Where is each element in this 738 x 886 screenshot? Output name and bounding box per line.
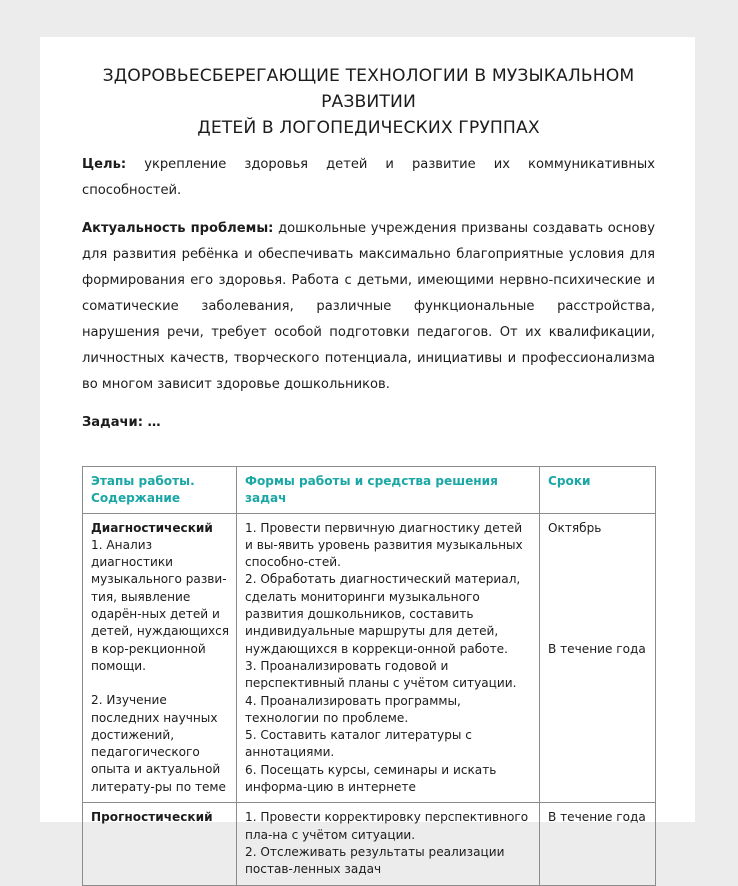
header-forms: Формы работы и средства решения задач [237,467,540,514]
table-row [83,513,656,803]
tasks-label: Задачи: … [82,415,161,430]
stage-content-2: 2. Изучение последних научных достижений, педагогического опыта и актуальной литерату-ры по теме [91,693,226,794]
document-title [82,63,655,141]
term-cell [540,513,656,803]
term-cell [540,803,656,885]
table-row [83,803,656,885]
title-line-1: ЗДОРОВЬЕСБЕРЕГАЮЩИЕ ТЕХНОЛОГИИ В МУЗЫКАЛЬНОМ РАЗВИТИИ [102,66,635,112]
stage-name: Прогностический [91,810,213,825]
stage-name: Диагностический [91,520,213,535]
header-terms: Сроки [540,467,656,514]
forms-cell [237,803,540,885]
title-line-2: ДЕТЕЙ В ЛОГОПЕДИЧЕСКИХ ГРУППАХ [197,118,540,138]
relevance-label: Актуальность проблемы: [82,221,274,236]
relevance-paragraph [82,216,655,398]
stage-content-1: 1. Анализ диагностики музыкального разви-тия, выявление одарён-ных детей и детей, нуждающихся в кор-рекционной помощи. [91,537,230,673]
term-1: В течение года [548,810,646,825]
term-2: В течение года [548,641,646,656]
relevance-text: дошкольные учреждения призваны создавать основу для развития ребёнка и обеспечивать максимально благоприятные условия для формирования его здоровья. Работа с детьми, имеющими нервно-психические и соматические заболевания, различные функциональные расстройства, нарушения речи, требует особой подготовки педагогов. От их квалификации, личностных качеств, творческого потенциала, инициативы и профессионализма во многом зависит здоровье дошкольников. [82,221,656,392]
tasks-paragraph [82,410,655,436]
goal-text: укрепление здоровья детей и развитие их коммуникативных способностей. [82,157,655,198]
header-stages: Этапы работы. Содержание [83,467,237,514]
work-plan-table [82,466,656,886]
goal-label: Цель: [82,157,127,172]
term-1: Октябрь [548,520,602,535]
forms-text: 1. Провести корректировку перспективного пла-на с учётом ситуации. 2. Отслеживать результаты реализации постав-ленных задач [245,810,529,877]
stage-cell [83,513,237,803]
table-header-row [83,467,656,514]
stage-cell [83,803,237,885]
document-page [40,37,695,877]
forms-text: 1. Провести первичную диагностику детей и вы-явить уровень развития музыкальных способно-стей. 2. Обработать диагностический материал, сделать мониторинги музыкального развития дошкольников, составить индивидуальные маршруты для детей, нуждающихся в коррекци-онной работе. 3. Проанализировать годовой и перспективный планы с учётом ситуации. 4. Проанализировать программы, технологии по проблеме. 5. Составить каталог литературы с аннотациями. 6. Посещать курсы, семинары и искать информа-цию в интернете [245,520,523,795]
forms-cell [237,513,540,803]
goal-paragraph [82,152,655,204]
